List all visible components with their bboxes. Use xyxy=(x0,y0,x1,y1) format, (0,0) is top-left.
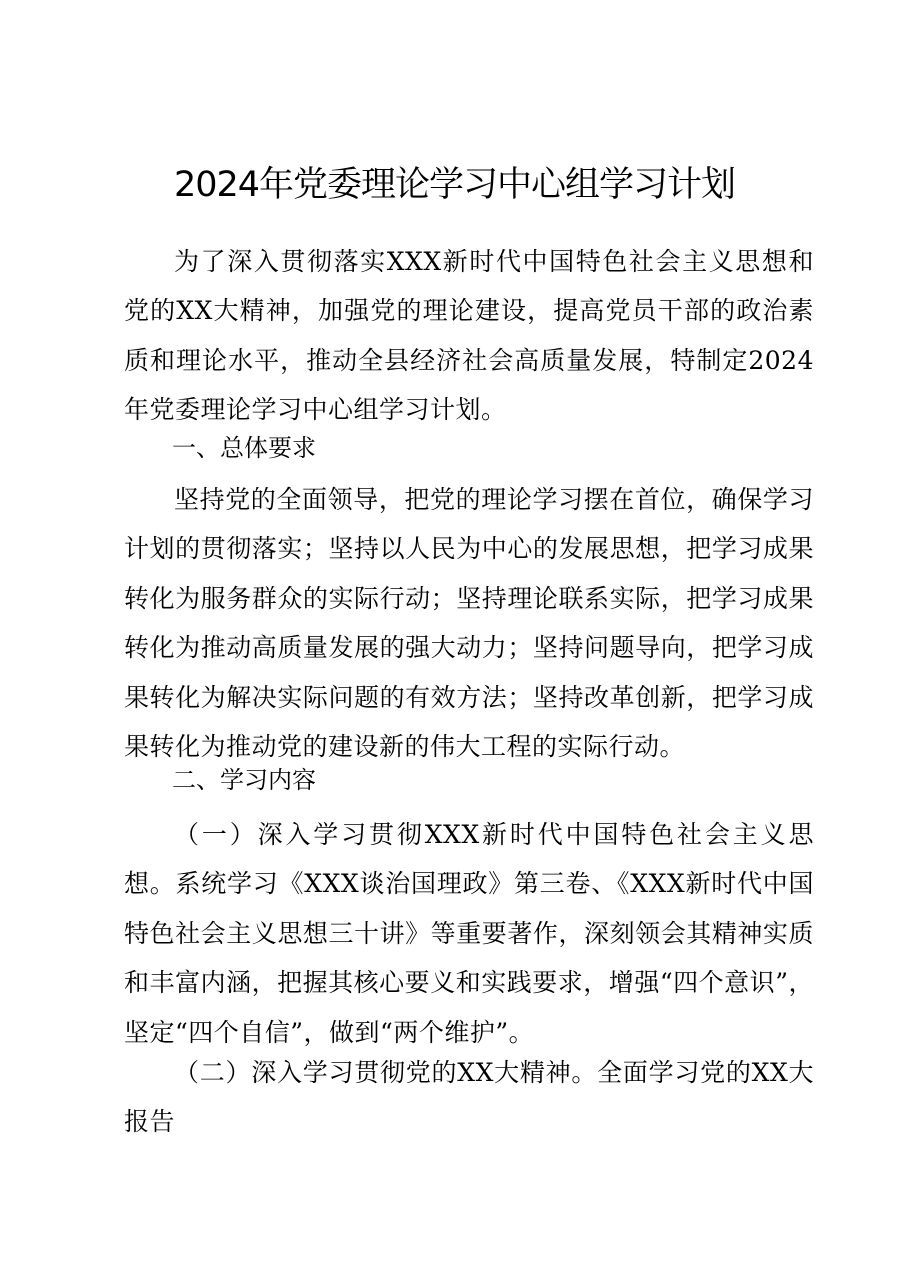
intro-paragraph-container xyxy=(124,237,814,435)
section2-item2-container xyxy=(124,1048,814,1147)
section-heading-general-requirements: 一、总体要求 xyxy=(172,434,316,462)
section1-paragraph-container xyxy=(124,475,814,771)
section1-paragraph: 坚持党的全面领导，把党的理论学习摆在首位，确保学习计划的贯彻落实；坚持以人民为中心的发展思想，把学习成果转化为服务群众的实际行动；坚持理论联系实际，把学习成果转化为推动高质量发展的强大动力；坚持问题导向，把学习成果转化为解决实际问题的有效方法；坚持改革创新，把学习成果转化为推动党的建设新的伟大工程的实际行动。 xyxy=(124,485,814,762)
section2-item1-container xyxy=(124,810,814,1057)
intro-paragraph: 为了深入贯彻落实XXX新时代中国特色社会主义思想和党的XX大精神，加强党的理论建设，提高党员干部的政治素质和理论水平，推动全县经济社会高质量发展，特制定2024年党委理论学习中心组学习计划。 xyxy=(124,247,814,425)
section-heading-study-content: 二、学习内容 xyxy=(172,766,316,794)
section2-item2-paragraph: （二）深入学习贯彻党的XX大精神。全面学习党的XX大报告 xyxy=(124,1058,814,1137)
section2-item1-paragraph: （一）深入学习贯彻XXX新时代中国特色社会主义思想。系统学习《XXX谈治国理政》第三卷、《XXX新时代中国特色社会主义思想三十讲》等重要著作，深刻领会其精神实质和丰富内涵，把握其核心要义和实践要求，增强“四个意识”，坚定“四个自信”，做到“两个维护”。 xyxy=(124,820,814,1047)
document-title: 2024年党委理论学习中心组学习计划 xyxy=(173,165,736,205)
